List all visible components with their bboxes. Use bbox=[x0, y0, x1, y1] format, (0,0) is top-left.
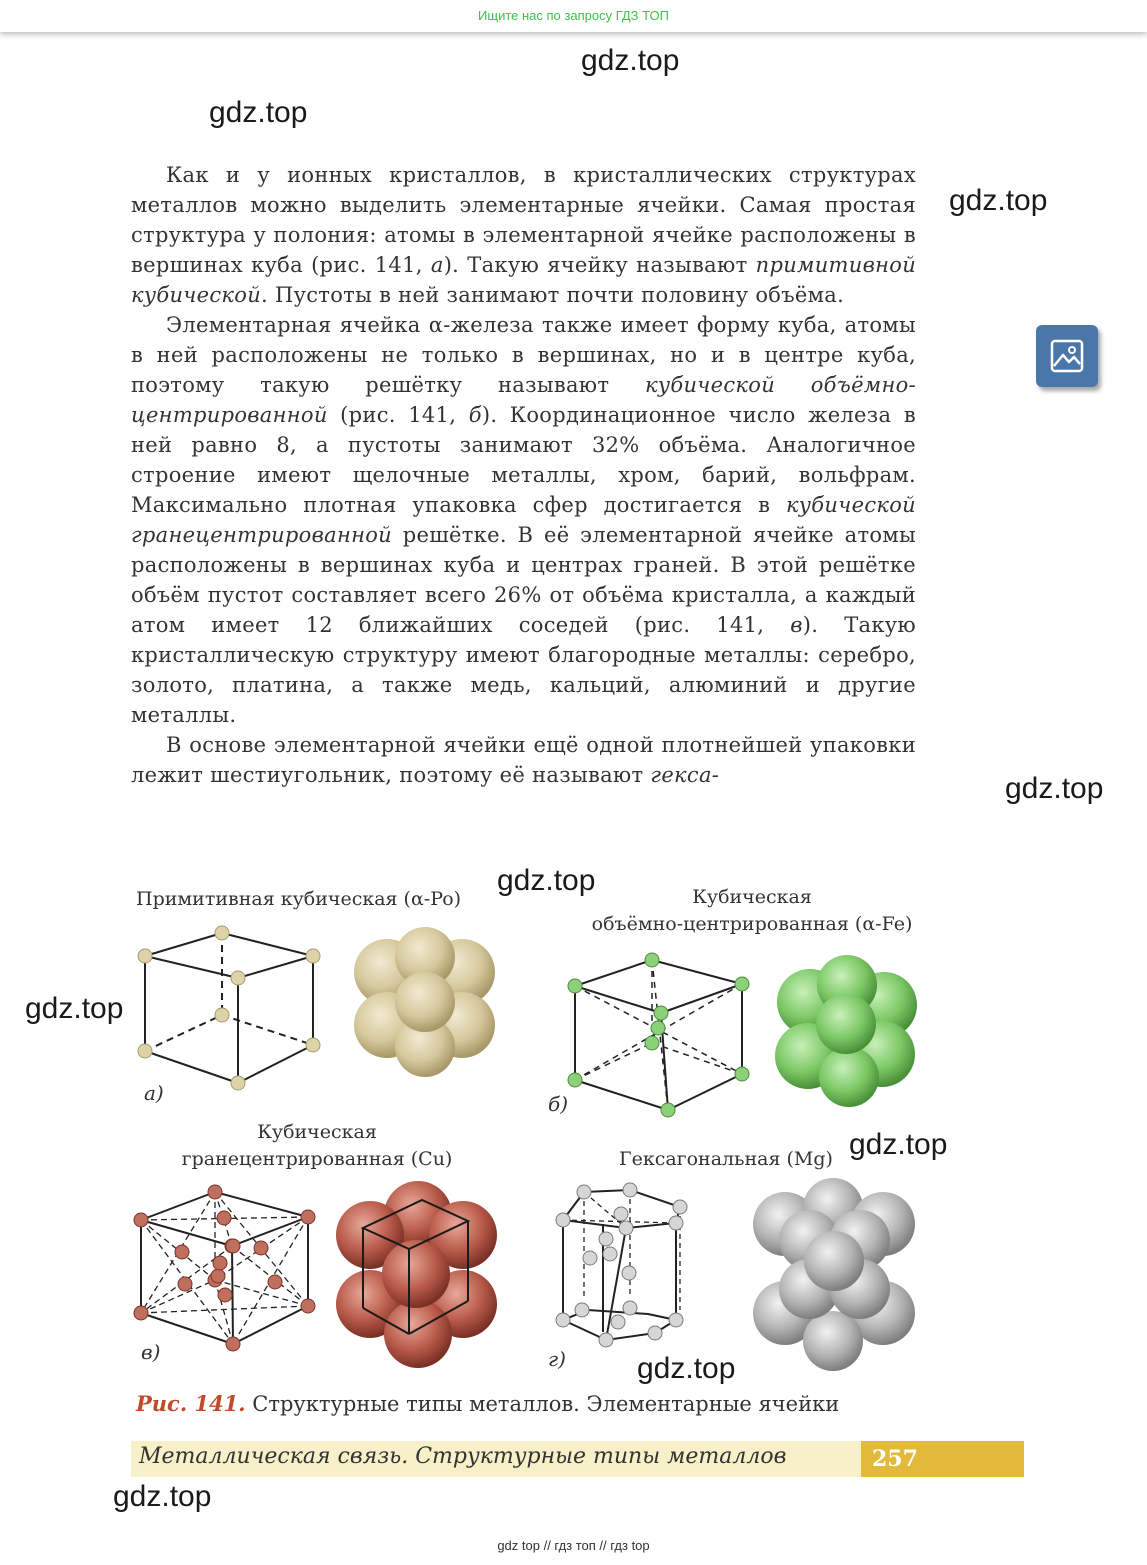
fig-v-caption bbox=[160, 1119, 474, 1173]
fig-g-packing bbox=[745, 1178, 920, 1376]
fig-v-caption-line1: Кубическая bbox=[257, 1121, 377, 1143]
italic-term: гекса- bbox=[650, 763, 720, 787]
fig-b-label: б) bbox=[548, 1092, 569, 1116]
text-run: . Пустоты в ней занимают почти половину объёма. bbox=[261, 283, 845, 307]
fig-b-caption-line2: объёмно-центрированная (α-Fe) bbox=[591, 913, 913, 935]
footer-title: Металлическая связь. Структурные типы металлов bbox=[139, 1444, 787, 1469]
figure-caption bbox=[136, 1391, 839, 1416]
fig-b-packing bbox=[772, 950, 922, 1110]
paragraph bbox=[131, 310, 916, 730]
italic-term: б bbox=[468, 403, 482, 427]
text-run: ). Координационное число железа в ней равно 8, а пустоты занимают 32% объёма. Аналогичное строение имеют щелочные металлы, хром, барий, вольфрам. Максимально плотная упаковка сфер достигается в bbox=[131, 403, 916, 517]
fig-v-caption-line2: гранецентрированная (Cu) bbox=[181, 1148, 453, 1170]
italic-term: а bbox=[430, 253, 444, 277]
fig-b-caption-line1: Кубическая bbox=[692, 886, 812, 908]
watermark: gdz.top bbox=[209, 96, 308, 129]
watermark: gdz.top bbox=[113, 1480, 212, 1513]
fig-g-label: г) bbox=[548, 1347, 566, 1371]
text-run: В основе элементарной ячейки ещё одной плотнейшей упаковки лежит шестиугольник, поэтому её называют bbox=[131, 733, 916, 787]
italic-term: кубической гранецентрированной bbox=[131, 493, 916, 547]
fig-a-packing bbox=[350, 922, 500, 1082]
watermark: gdz.top bbox=[949, 184, 1048, 217]
fig-a-caption: Примитивная кубическая (α-Po) bbox=[136, 888, 462, 910]
italic-term: кубической объёмно-центрированной bbox=[131, 373, 916, 427]
paragraph bbox=[131, 160, 916, 310]
figure-number: Рис. 141. bbox=[136, 1391, 246, 1416]
fig-a-cell bbox=[130, 918, 330, 1093]
fig-b-cell bbox=[560, 948, 760, 1118]
fig-g-caption: Гексагональная (Mg) bbox=[619, 1148, 833, 1170]
banner-text: Ищите нас по запросу ГДЗ ТОП bbox=[478, 8, 669, 23]
text-run: решётке. В её элементарной ячейке атомы расположены в вершинах куба и центрах граней. В этой решётке объём пустот составляет всего 26% от объёма кристалла, а каждый атом имеет 12 ближайших соседей (рис. 141, bbox=[131, 523, 916, 637]
text-run: ). Такую кристаллическую структуру имеют благородные металлы: серебро, золото, платина, а также медь, кальций, алюминий и другие металлы. bbox=[131, 613, 916, 727]
italic-term: в bbox=[790, 613, 803, 637]
watermark: gdz.top bbox=[637, 1352, 736, 1385]
fig-v-label: в) bbox=[141, 1340, 161, 1364]
fig-a-label: а) bbox=[144, 1081, 164, 1105]
top-banner bbox=[0, 0, 1147, 32]
watermark: gdz.top bbox=[497, 864, 596, 897]
image-view-button[interactable] bbox=[1036, 325, 1098, 387]
fig-g-cell bbox=[548, 1182, 698, 1362]
italic-term: примитивной кубической bbox=[131, 253, 917, 307]
bottom-links[interactable]: gdz top // гдз топ // гдз top bbox=[497, 1538, 650, 1553]
text-run: (рис. 141, bbox=[327, 403, 469, 427]
fig-v-cell bbox=[128, 1180, 323, 1352]
watermark: gdz.top bbox=[581, 44, 680, 77]
text-run: Как и у ионных кристаллов, в кристаллических структурах металлов можно выделить элементарные ячейки. Самая простая структура у полония: атомы в элементарной ячейке расположены в вершинах куба (рис. 141, bbox=[131, 163, 916, 277]
text-run: ). Такую ячейку называют bbox=[443, 253, 756, 277]
page-number: 257 bbox=[861, 1441, 1024, 1477]
watermark: gdz.top bbox=[849, 1128, 948, 1161]
paragraph bbox=[131, 730, 916, 790]
fig-v-packing bbox=[330, 1178, 500, 1373]
body-text bbox=[131, 160, 916, 790]
text-run: Элементарная ячейка α-железа также имеет форму куба, атомы в ней расположены не только в вершинах, но и в центре куба, поэтому такую решётку называют bbox=[131, 313, 916, 397]
fig-b-caption bbox=[580, 884, 924, 938]
image-icon bbox=[1049, 338, 1085, 374]
figure-caption-text: Структурные типы металлов. Элементарные ячейки bbox=[245, 1392, 840, 1416]
watermark: gdz.top bbox=[25, 992, 124, 1025]
watermark: gdz.top bbox=[1005, 772, 1104, 805]
